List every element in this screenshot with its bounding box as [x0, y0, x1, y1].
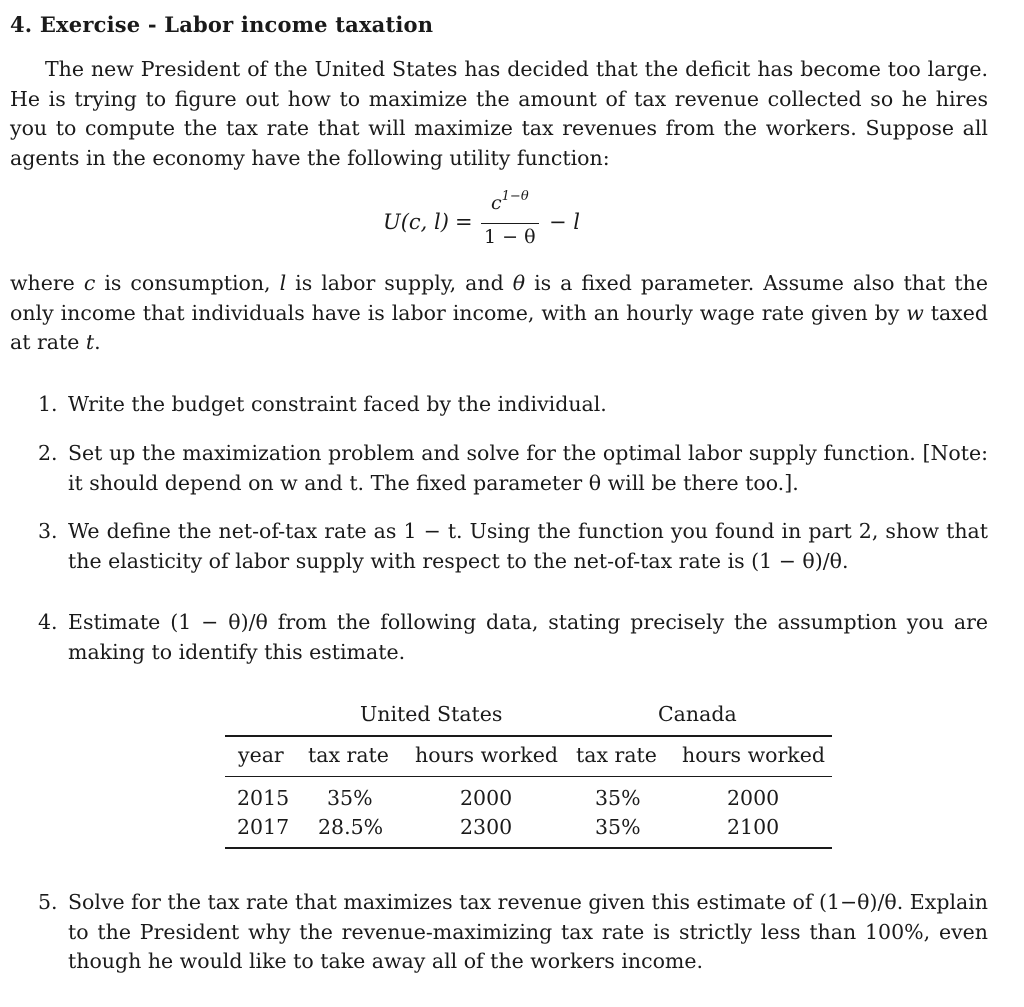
item-text: Set up the maximization problem and solve for the optimal labor supply function. [Note: it should depend on w and t. The fixed parameter θ will be there too.].	[68, 441, 988, 495]
question-item-5	[38, 888, 988, 977]
question-item-1	[38, 390, 988, 420]
where-paragraph	[10, 269, 988, 358]
column-header: tax rate	[308, 743, 389, 767]
equation-tail: − l	[549, 210, 580, 234]
question-item-2	[38, 439, 988, 498]
exercise-title: 4. Exercise - Labor income taxation	[10, 12, 434, 37]
where-text-4: is a fixed parameter. Assume also that the only income that individuals have is labor income, with an hourly wage rate given by	[10, 271, 988, 325]
item-number: 5.	[38, 890, 58, 914]
column-header: tax rate	[576, 743, 657, 767]
question-item-4	[38, 608, 988, 667]
var-c: c	[83, 271, 96, 295]
var-l: l	[279, 271, 287, 295]
numerator-exponent: 1−θ	[501, 189, 529, 204]
group-header-canada: Canada	[658, 702, 737, 726]
table-cell: 2100	[727, 815, 780, 839]
table-cell: 2000	[460, 786, 513, 810]
equation-numerator	[491, 189, 529, 214]
equation-denominator: 1 − θ	[484, 226, 536, 248]
table-cell: 2015	[237, 786, 290, 810]
fraction-bar	[481, 223, 539, 224]
question-item-3	[38, 517, 988, 576]
table-top-rule	[225, 735, 832, 737]
var-w: w	[906, 300, 924, 325]
where-text-6: .	[94, 330, 101, 354]
where-text-1: where	[10, 271, 84, 295]
table-cell: 2300	[460, 815, 513, 839]
table-header-rule	[225, 776, 832, 777]
table-cell: 35%	[595, 786, 641, 810]
where-text-5: taxed at rate	[10, 300, 988, 354]
equation-equals: =	[455, 210, 473, 234]
item-text: Write the budget constraint faced by the individual.	[68, 392, 607, 416]
data-table	[225, 700, 832, 850]
group-header-us: United States	[360, 702, 503, 726]
item-text: Solve for the tax rate that maximizes tax revenue given this estimate of (1−θ)/θ. Explain to the President why the revenue-maximizing tax rate is strictly less than 100%, even though he would like to take away all of the workers income.	[68, 890, 988, 973]
intro-paragraph: The new President of the United States has decided that the deficit has become too large. He is trying to figure out how to maximize the amount of tax revenue collected so he hires you to compute the tax rate that will maximize tax revenues from the workers. Suppose all agents in the economy have the following utility function:	[10, 57, 988, 170]
table-bottom-rule	[225, 847, 832, 849]
column-header: hours worked	[682, 743, 825, 767]
var-t: t	[85, 330, 95, 354]
table-cell: 35%	[595, 815, 641, 839]
item-number: 2.	[38, 441, 58, 465]
numerator-base: c	[491, 192, 502, 214]
table-cell: 2000	[727, 786, 780, 810]
item-number: 4.	[38, 610, 58, 634]
column-header: hours worked	[415, 743, 558, 767]
table-cell: 35%	[327, 786, 373, 810]
where-text-2: is consumption,	[95, 271, 280, 295]
table-cell: 28.5%	[318, 815, 384, 839]
table-cell: 2017	[237, 815, 290, 839]
column-header: year	[238, 743, 284, 767]
item-text: Estimate (1 − θ)/θ from the following data, stating precisely the assumption you are making to identify this estimate.	[68, 610, 988, 664]
equation-lhs: U(c, l)	[383, 210, 449, 234]
var-theta: θ	[512, 271, 526, 295]
item-number: 3.	[38, 519, 58, 543]
where-text-3: is labor supply, and	[286, 271, 513, 295]
utility-equation	[383, 189, 643, 252]
item-text: We define the net-of-tax rate as 1 − t. Using the function you found in part 2, show that the elasticity of labor supply with respect to the net-of-tax rate is (1 − θ)/θ.	[68, 519, 988, 573]
item-number: 1.	[38, 392, 58, 416]
